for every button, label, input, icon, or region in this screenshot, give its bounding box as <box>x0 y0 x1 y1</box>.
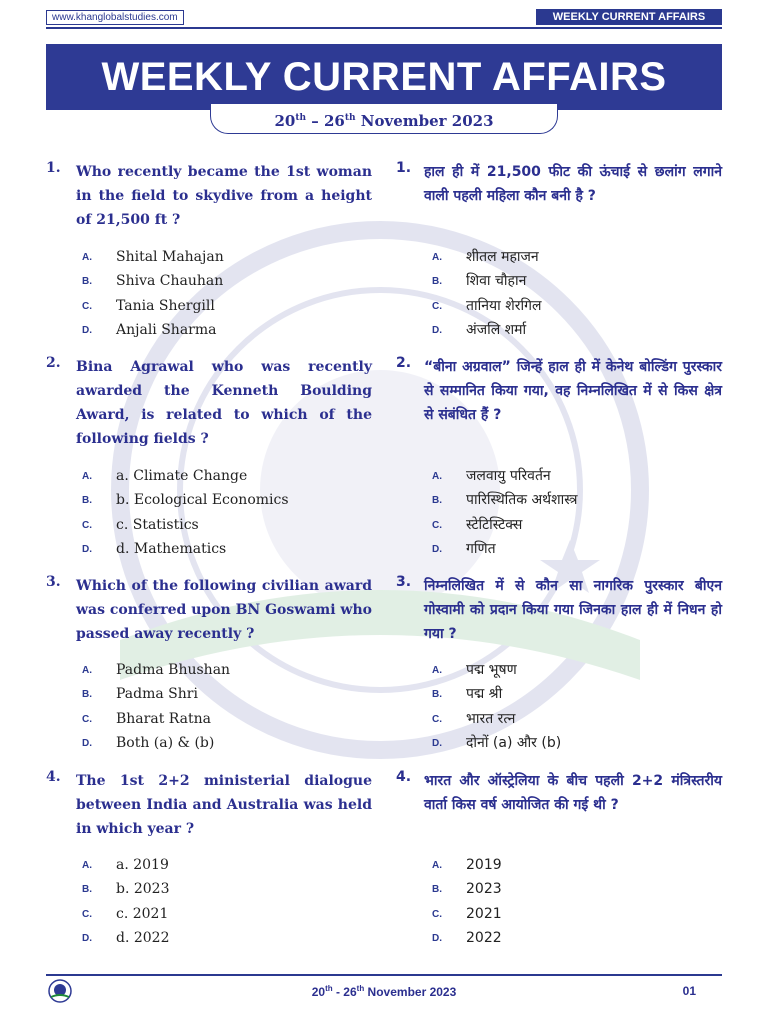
question-text: The 1st 2+2 ministerial dialogue between India and Australia was held in which year ? <box>76 773 372 837</box>
option-letter: C. <box>82 713 92 725</box>
option-text: दोनों (a) और (b) <box>466 734 562 751</box>
option-text: तानिया शेरगिल <box>466 297 542 314</box>
question-text: भारत और ऑस्ट्रेलिया के बीच पहली 2+2 मंत्रिस्तरीय वार्ता किस वर्ष आयोजित की गई थी ? <box>424 773 722 813</box>
option-a[interactable] <box>432 247 722 271</box>
option-a[interactable] <box>82 660 372 684</box>
option-letter: D. <box>82 324 92 336</box>
option-text: अंजलि शर्मा <box>466 321 527 338</box>
option-text: Tania Shergill <box>116 297 215 314</box>
option-b[interactable] <box>432 271 722 295</box>
option-a[interactable] <box>432 466 722 490</box>
top-divider <box>46 27 722 29</box>
option-letter: D. <box>82 737 92 749</box>
option-c[interactable] <box>432 904 722 928</box>
option-letter: C. <box>432 300 442 312</box>
option-text: Padma Shri <box>116 686 198 703</box>
option-b[interactable] <box>82 684 372 708</box>
option-letter: D. <box>82 543 92 555</box>
option-d[interactable] <box>432 539 722 563</box>
option-text: b. Ecological Economics <box>116 492 289 509</box>
option-letter: A. <box>82 252 92 263</box>
option-c[interactable] <box>82 709 372 733</box>
option-d[interactable] <box>432 928 722 952</box>
question-text: “बीना अग्रवाल” जिन्हें हाल ही में केनेथ बोल्डिंग पुरस्कार से सम्मानित किया गया, वह निम्नलिखित में से किस क्षेत्र से संबंधित हैं ? <box>424 359 722 423</box>
options-3-hindi <box>432 660 722 757</box>
option-letter: D. <box>432 543 442 555</box>
option-letter: D. <box>432 737 442 749</box>
option-text: 2022 <box>466 929 502 946</box>
options-4-hindi <box>432 855 722 952</box>
option-letter: B. <box>82 495 92 507</box>
option-c[interactable] <box>82 515 372 539</box>
option-letter: A. <box>432 860 442 871</box>
option-letter: D. <box>432 324 442 336</box>
option-c[interactable] <box>82 904 372 928</box>
option-letter: C. <box>82 908 92 920</box>
option-c[interactable] <box>82 296 372 320</box>
option-letter: A. <box>432 252 442 263</box>
option-c[interactable] <box>432 709 722 733</box>
option-text: Bharat Ratna <box>116 710 211 727</box>
question-text: Bina Agrawal who was recently awarded the Kenneth Boulding Award, is related to which of the following fields ? <box>76 359 372 447</box>
footer-divider <box>46 974 722 976</box>
option-letter: B. <box>82 884 92 896</box>
question-number: 3. <box>46 574 61 590</box>
option-text: c. Statistics <box>116 516 199 533</box>
question-number: 2. <box>46 355 61 371</box>
option-text: शिवा चौहान <box>466 273 527 290</box>
option-letter: B. <box>432 689 442 701</box>
option-letter: A. <box>82 860 92 871</box>
date-range: 20th – 26th November 2023 <box>274 112 494 130</box>
options-3-english <box>82 660 372 757</box>
option-b[interactable] <box>82 490 372 514</box>
option-text: स्टेटिस्टिक्स <box>466 516 523 533</box>
option-text: पारिस्थितिक अर्थशास्त्र <box>466 492 578 509</box>
option-letter: A. <box>432 665 442 676</box>
option-text: पद्म भूषण <box>466 662 517 678</box>
option-b[interactable] <box>82 879 372 903</box>
option-b[interactable] <box>432 684 722 708</box>
top-bar <box>0 0 768 30</box>
option-text: 2021 <box>466 905 502 922</box>
option-text: पद्म श्री <box>466 686 503 703</box>
option-a[interactable] <box>82 247 372 271</box>
footer-date: 20th - 26th November 2023 <box>311 984 457 999</box>
option-d[interactable] <box>432 733 722 757</box>
option-a[interactable] <box>432 660 722 684</box>
question-text: निम्नलिखित में से कौन सा नागरिक पुरस्कार बीएन गोस्वामी को प्रदान किया गया जिनका हाल ही में निधन हो गया ? <box>424 578 722 642</box>
option-letter: A. <box>82 665 92 676</box>
question-number: 4. <box>396 769 412 785</box>
option-b[interactable] <box>432 879 722 903</box>
option-text: a. 2019 <box>116 857 169 873</box>
option-letter: B. <box>432 495 442 507</box>
question-number: 1. <box>46 160 61 176</box>
question-text: Who recently became the 1st woman in the field to skydive from a height of 21,500 ft ? <box>76 164 372 228</box>
option-b[interactable] <box>82 271 372 295</box>
option-a[interactable] <box>82 466 372 490</box>
option-text: 2023 <box>466 881 502 898</box>
option-letter: C. <box>82 300 92 312</box>
option-c[interactable] <box>432 515 722 539</box>
options-1-english <box>82 247 372 344</box>
options-1-hindi <box>432 247 722 344</box>
question-number: 1. <box>396 160 412 176</box>
option-c[interactable] <box>432 296 722 320</box>
option-text: Padma Bhushan <box>116 662 231 678</box>
option-text: c. 2021 <box>116 905 169 922</box>
option-d[interactable] <box>82 928 372 952</box>
options-2-hindi <box>432 466 722 563</box>
option-text: शीतल महाजन <box>466 249 539 265</box>
option-letter: C. <box>432 908 442 920</box>
question-text: हाल ही में 21,500 फीट की ऊंचाई से छलांग लगाने वाली पहली महिला कौन बनी है ? <box>424 164 722 204</box>
question-number: 3. <box>396 574 412 590</box>
option-letter: A. <box>432 471 442 482</box>
option-text: Shiva Chauhan <box>116 273 224 290</box>
option-d[interactable] <box>82 539 372 563</box>
option-text: Anjali Sharma <box>116 321 217 338</box>
option-a[interactable] <box>432 855 722 879</box>
option-text: जलवायु परिवर्तन <box>466 468 551 484</box>
option-letter: C. <box>432 713 442 725</box>
page-number: 01 <box>682 984 696 998</box>
option-letter: D. <box>82 932 92 944</box>
question-number: 4. <box>46 769 61 785</box>
option-letter: C. <box>432 519 442 531</box>
option-letter: B. <box>82 689 92 701</box>
option-text: b. 2023 <box>116 881 170 898</box>
option-letter: B. <box>82 276 92 288</box>
option-b[interactable] <box>432 490 722 514</box>
question-text: Which of the following civilian award was conferred upon BN Goswami who passed away recently ? <box>76 578 372 642</box>
option-text: Both (a) & (b) <box>116 734 215 751</box>
option-text: गणित <box>466 540 496 557</box>
option-letter: D. <box>432 932 442 944</box>
option-letter: B. <box>432 276 442 288</box>
top-tag: WEEKLY CURRENT AFFAIRS <box>536 9 722 25</box>
option-a[interactable] <box>82 855 372 879</box>
option-letter: C. <box>82 519 92 531</box>
option-text: d. 2022 <box>116 929 170 946</box>
option-d[interactable] <box>82 320 372 344</box>
page-title: WEEKLY CURRENT AFFAIRS <box>46 44 722 110</box>
option-letter: A. <box>82 471 92 482</box>
option-d[interactable] <box>432 320 722 344</box>
option-letter: B. <box>432 884 442 896</box>
option-text: भारत रत्न <box>466 710 516 727</box>
question-number: 2. <box>396 355 412 371</box>
options-2-english <box>82 466 372 563</box>
option-text: d. Mathematics <box>116 540 227 557</box>
options-4-english <box>82 855 372 952</box>
option-d[interactable] <box>82 733 372 757</box>
option-text: 2019 <box>466 857 502 873</box>
option-text: Shital Mahajan <box>116 249 224 265</box>
option-text: a. Climate Change <box>116 468 248 484</box>
site-url[interactable]: www.khanglobalstudies.com <box>46 10 184 25</box>
